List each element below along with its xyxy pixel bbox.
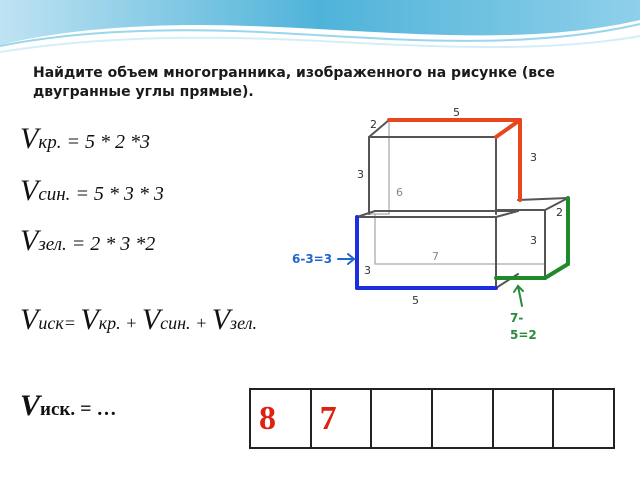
label-blue-vertical: 3 — [364, 264, 371, 277]
formula-volume-green: Vзел. = 2 * 3 *2 — [20, 224, 156, 257]
label-top-left-red: 2 — [370, 118, 377, 131]
answer-grid — [249, 388, 615, 449]
task-title: Найдите объем многогранника, изображенного на рисунке (все двугранные углы прямые). — [33, 65, 555, 100]
answer-cell[interactable] — [433, 390, 494, 447]
answer-cell[interactable] — [554, 390, 613, 447]
label-right-small-mid: 3 — [530, 234, 537, 247]
note-green-line1: 7- — [510, 311, 524, 325]
formula-volume-blue: Vсин. = 5 * 3 * 3 — [20, 174, 164, 207]
header-wave-decoration — [0, 0, 640, 70]
label-top-red-length: 5 — [453, 106, 460, 119]
polyhedron-figure — [280, 95, 600, 355]
label-mid-hidden: 6 — [396, 186, 403, 199]
formula-result: Vиск. = … — [20, 389, 117, 422]
formula-volume-sum: Vиск= Vкр. + Vсин. + Vзел. — [20, 303, 257, 336]
answer-digit: 8 — [259, 399, 276, 437]
blue-edges — [357, 217, 496, 288]
red-edges — [389, 120, 520, 200]
label-left-upper: 3 — [357, 168, 364, 181]
blue-note-arrow — [338, 254, 354, 264]
green-note-arrow — [514, 286, 523, 306]
formula-volume-red: Vкр. = 5 * 2 *3 — [20, 122, 150, 155]
label-bottom-blue: 5 — [412, 294, 419, 307]
answer-digit: 7 — [319, 399, 337, 437]
answer-cell[interactable] — [312, 390, 373, 447]
answer-cell[interactable] — [372, 390, 433, 447]
upper-block-edges — [369, 120, 496, 214]
answer-cell[interactable] — [494, 390, 555, 447]
label-front-hidden: 7 — [432, 250, 439, 263]
label-right-small-top: 2 — [556, 206, 563, 219]
answer-cell[interactable] — [251, 390, 312, 447]
note-green-line2: 5=2 — [510, 328, 537, 342]
note-blue: 6-3=3 — [292, 252, 333, 266]
label-right-upper: 3 — [530, 151, 537, 164]
